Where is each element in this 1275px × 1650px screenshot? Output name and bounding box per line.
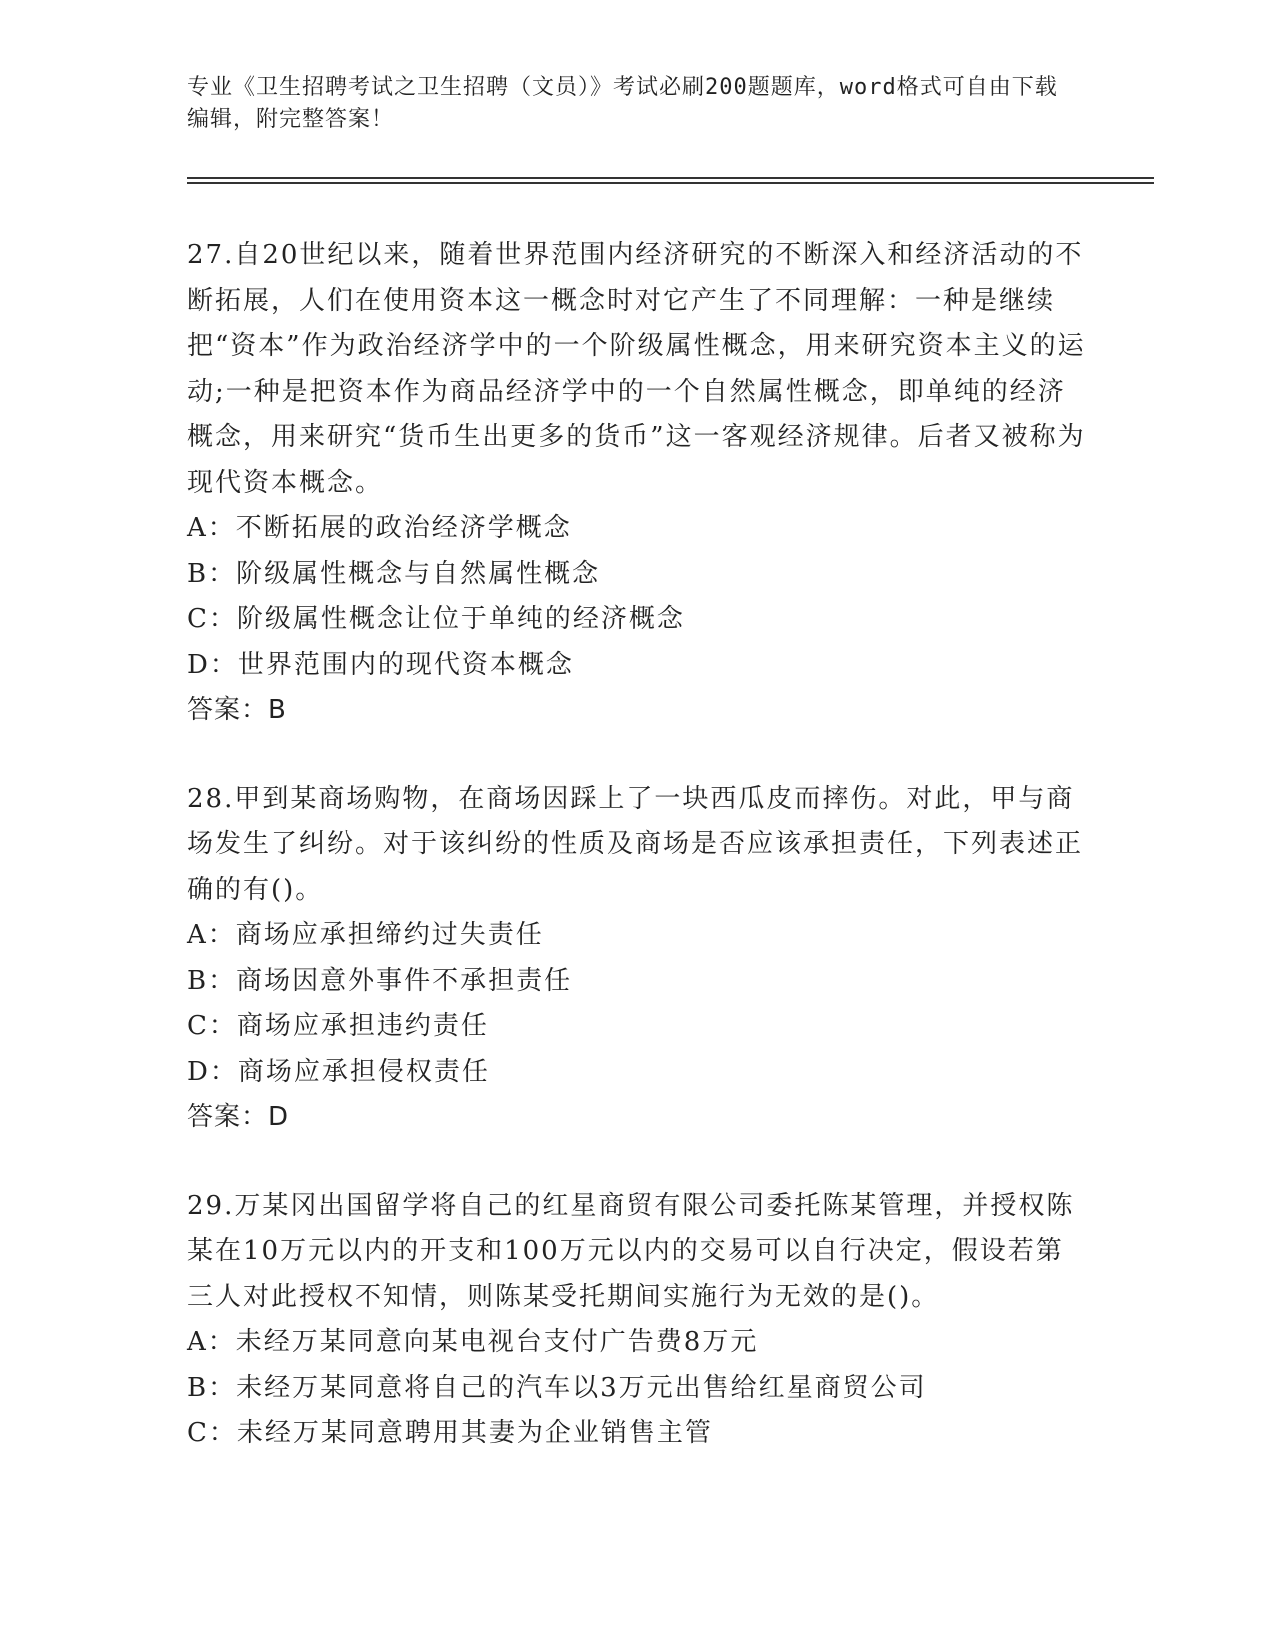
option-a: A：未经万某同意向某电视台支付广告费8万元	[187, 1327, 759, 1357]
option-a: A：商场应承担缔约过失责任	[187, 920, 544, 950]
option-b: B：未经万某同意将自己的汽车以3万元出售给红星商贸公司	[187, 1372, 927, 1403]
question-text: 27.自20世纪以来，随着世界范围内经济研究的不断深入和经济活动的不断拓展，人们在使用资本这一概念时对它产生了不同理解：一种是继续把“资本”作为政治经济学中的一个阶级属性概念，用来研究资本主义的运动;一种是把资本作为商品经济学中的一个自然属性概念，即单纯的经济概念，用来研究“货币生出更多的货币”这一客观经济规律。后者又被称为现代资本概念。	[187, 240, 1086, 498]
option-a: A：不断拓展的政治经济学概念	[187, 513, 572, 543]
question-text: 28.甲到某商场购物，在商场因踩上了一块西瓜皮而摔伤。对此，甲与商场发生了纠纷。对于该纠纷的性质及商场是否应该承担责任，下列表述正确的有()。	[187, 783, 1084, 905]
header-divider-bottom	[187, 182, 1154, 184]
answer: 答案：D	[187, 1102, 290, 1132]
question-29	[187, 1184, 1087, 1457]
option-c: C：阶级属性概念让位于单纯的经济概念	[187, 604, 685, 634]
option-b: B：商场因意外事件不承担责任	[187, 965, 573, 996]
option-c: C：商场应承担违约责任	[187, 1011, 489, 1041]
question-text: 29.万某冈出国留学将自己的红星商贸有限公司委托陈某管理，并授权陈某在10万元以内的开支和100万元以内的交易可以自行决定，假设若第三人对此授权不知情，则陈某受托期间实施行为无效的是()。	[187, 1190, 1075, 1312]
header-divider-top	[187, 177, 1154, 179]
question-27	[187, 233, 1087, 734]
answer: 答案：B	[187, 695, 287, 725]
question-list	[187, 233, 1087, 1500]
option-d: D：商场应承担侵权责任	[187, 1056, 490, 1087]
question-28	[187, 777, 1087, 1141]
option-d: D：世界范围内的现代资本概念	[187, 649, 574, 680]
document-header	[187, 72, 1067, 136]
document-title: 专业《卫生招聘考试之卫生招聘（文员）》考试必刷200题题库，word格式可自由下载编辑，附完整答案！	[187, 75, 1058, 132]
option-b: B：阶级属性概念与自然属性概念	[187, 558, 601, 589]
option-c: C：未经万某同意聘用其妻为企业销售主管	[187, 1418, 713, 1448]
